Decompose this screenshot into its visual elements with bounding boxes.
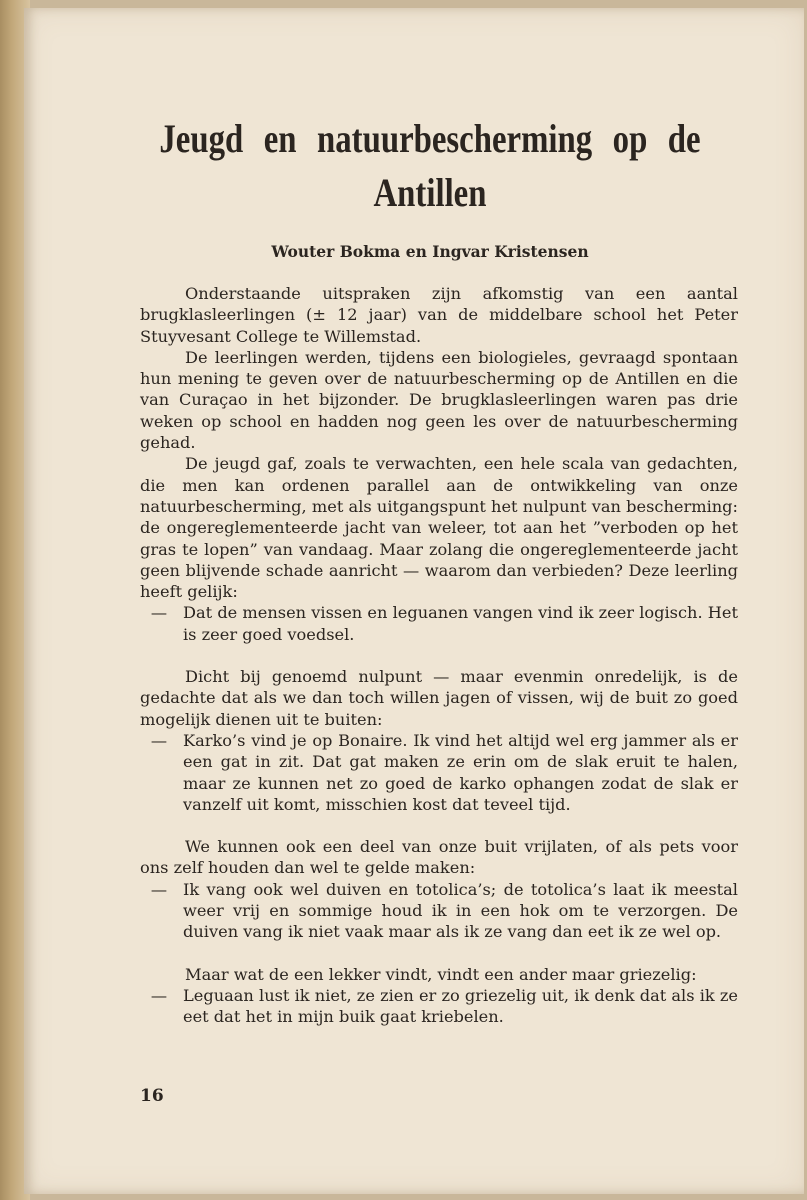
- quote-dash: —: [150, 985, 167, 1005]
- quote-text: Dat de mensen vissen en leguanen vangen vind ik zeer logisch. Het is zeer goed voedsel.: [183, 603, 738, 644]
- paragraph-spacer: [140, 645, 738, 666]
- quote-dash: —: [150, 603, 167, 623]
- paragraph-spacer: [140, 943, 738, 964]
- body-paragraph: Dicht bij genoemd nulpunt — maar evenmin onredelijk, is de gedachte dat als we dan toch willen jagen of vissen, wij de buit zo goed mogelijk dienen uit te buiten:: [140, 667, 738, 729]
- student-quote: [140, 879, 738, 943]
- body-paragraph: Maar wat de een lekker vindt, vindt een ander maar griezelig:: [185, 964, 697, 984]
- article-authors: Wouter Bokma en Ingvar Kristensen: [271, 242, 589, 261]
- paragraph-spacer: [140, 815, 738, 836]
- page-number: 16: [140, 1086, 164, 1106]
- title-line-2: Antillen: [373, 170, 487, 215]
- student-quote: [140, 985, 738, 1028]
- article-body: [140, 283, 738, 1028]
- body-paragraph: De jeugd gaf, zoals te verwachten, een hele scala van gedachten, die men kan ordenen parallel aan de ontwikkeling van onze natuurbescherming, met als uitgangspunt het nulpunt van bescherming: de ongereglementeerde jacht van weleer, tot aan het ”verboden op het gras te lopen” van vandaag. Maar zolang die ongereglementeerde jacht geen blijvende schade aanricht — waarom dan verbieden? Deze leerling heeft gelijk:: [140, 454, 738, 602]
- quote-text: Ik vang ook wel duiven en totolica’s; de totolica’s laat ik meestal weer vrij en sommige houd ik in een hok om te verzorgen. De duiven vang ik niet vaak maar als ik ze vang dan eet ik ze wel op.: [183, 879, 738, 942]
- quote-dash: —: [150, 730, 167, 750]
- article-title: [159, 112, 700, 220]
- quote-text: Leguaan lust ik niet, ze zien er zo griezelig uit, ik denk dat als ik ze eet dat het in mijn buik gaat kriebelen.: [183, 985, 738, 1027]
- title-line-1: Jeugd en natuurbescherming op de: [159, 116, 701, 161]
- body-paragraph: We kunnen ook een deel van onze buit vrijlaten, of als pets voor ons zelf houden dan wel te gelde maken:: [140, 837, 738, 878]
- quote-text: Karko’s vind je op Bonaire. Ik vind het altijd wel erg jammer als er een gat in zit. Dat gat maken ze erin om de slak eruit te halen, maar ze kunnen net zo goed de karko ophangen zodat de slak er vanzelf uit komt, misschien kost dat teveel tijd.: [183, 730, 738, 814]
- body-paragraph: Onderstaande uitspraken zijn afkomstig van een aantal brugklasleerlingen (± 12 jaar) van de middelbare school het Peter Stuyvesant College te Willemstad.: [140, 284, 738, 346]
- quote-dash: —: [150, 879, 167, 899]
- student-quote: [140, 602, 738, 645]
- body-paragraph: De leerlingen werden, tijdens een biologieles, gevraagd spontaan hun mening te geven over de natuurbescherming op de Antillen en die van Curaçao in het bijzonder. De brugklasleerlingen waren pas drie weken op school en hadden nog geen les over de natuurbescherming gehad.: [140, 347, 738, 453]
- student-quote: [140, 730, 738, 815]
